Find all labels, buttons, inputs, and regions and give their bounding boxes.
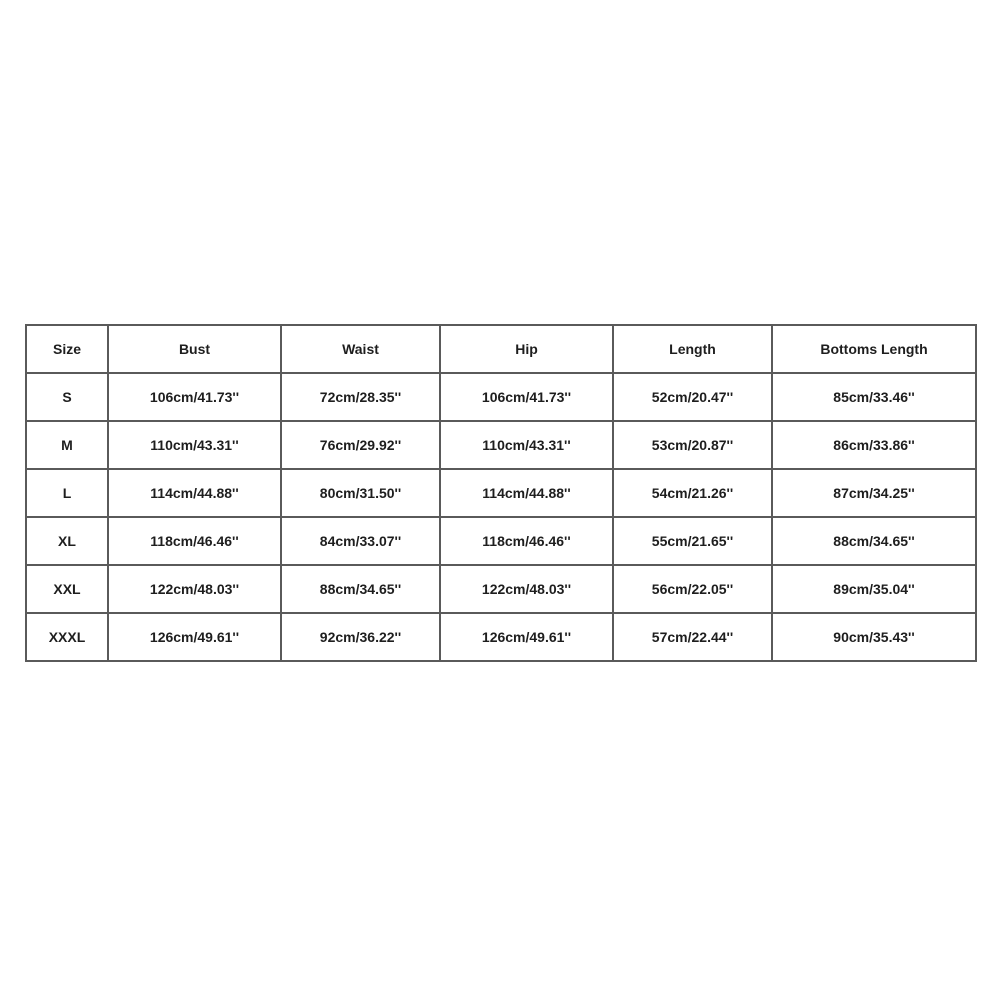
bust-cell: 110cm/43.31'' [108,421,281,469]
length-cell: 56cm/22.05'' [613,565,772,613]
bottoms-length-cell: 87cm/34.25'' [772,469,976,517]
waist-cell: 80cm/31.50'' [281,469,440,517]
bust-cell: 122cm/48.03'' [108,565,281,613]
waist-cell: 84cm/33.07'' [281,517,440,565]
waist-cell: 92cm/36.22'' [281,613,440,661]
size-cell: M [26,421,108,469]
header-hip: Hip [440,325,613,373]
bust-cell: 106cm/41.73'' [108,373,281,421]
hip-cell: 110cm/43.31'' [440,421,613,469]
header-waist: Waist [281,325,440,373]
size-cell: XXL [26,565,108,613]
bottoms-length-cell: 89cm/35.04'' [772,565,976,613]
bust-cell: 118cm/46.46'' [108,517,281,565]
length-cell: 55cm/21.65'' [613,517,772,565]
table-row [26,517,976,565]
header-row [26,325,976,373]
bust-cell: 114cm/44.88'' [108,469,281,517]
hip-cell: 114cm/44.88'' [440,469,613,517]
size-chart-table [25,324,977,662]
bottoms-length-cell: 85cm/33.46'' [772,373,976,421]
table-row [26,373,976,421]
header-size: Size [26,325,108,373]
size-cell: XL [26,517,108,565]
table-row [26,469,976,517]
length-cell: 57cm/22.44'' [613,613,772,661]
length-cell: 54cm/21.26'' [613,469,772,517]
hip-cell: 122cm/48.03'' [440,565,613,613]
hip-cell: 118cm/46.46'' [440,517,613,565]
hip-cell: 126cm/49.61'' [440,613,613,661]
waist-cell: 72cm/28.35'' [281,373,440,421]
bottoms-length-cell: 86cm/33.86'' [772,421,976,469]
bottoms-length-cell: 88cm/34.65'' [772,517,976,565]
waist-cell: 76cm/29.92'' [281,421,440,469]
table-row [26,421,976,469]
bottoms-length-cell: 90cm/35.43'' [772,613,976,661]
header-bottoms-length: Bottoms Length [772,325,976,373]
length-cell: 53cm/20.87'' [613,421,772,469]
size-cell: L [26,469,108,517]
length-cell: 52cm/20.47'' [613,373,772,421]
table-row [26,565,976,613]
size-cell: S [26,373,108,421]
header-bust: Bust [108,325,281,373]
waist-cell: 88cm/34.65'' [281,565,440,613]
size-cell: XXXL [26,613,108,661]
bust-cell: 126cm/49.61'' [108,613,281,661]
table-row [26,613,976,661]
hip-cell: 106cm/41.73'' [440,373,613,421]
header-length: Length [613,325,772,373]
